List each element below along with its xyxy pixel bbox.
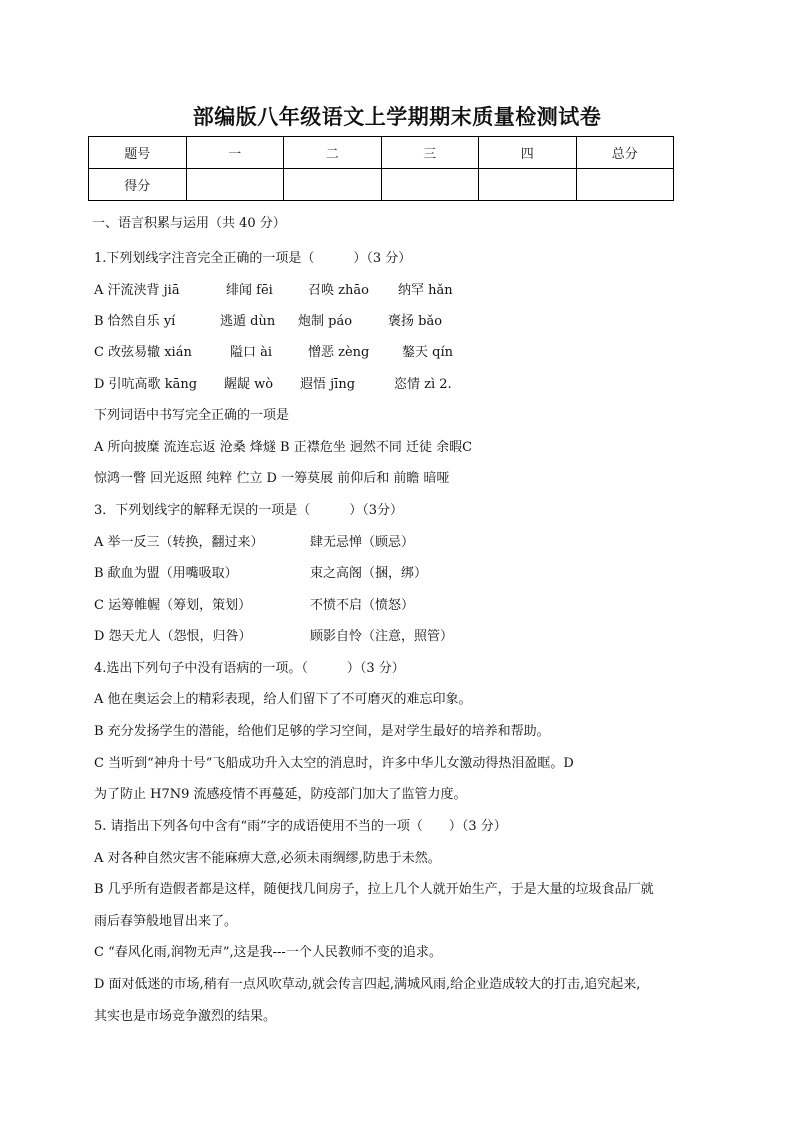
option-item: D 怨天尤人（怨恨，归咎） — [94, 629, 252, 644]
score-cell — [381, 169, 479, 201]
score-header-cell: 题号 — [89, 137, 187, 169]
question-2-line-2: 惊鸿一瞥 回光返照 纯粹 伫立 D 一筹莫展 前仰后和 前瞻 暗哑 — [94, 471, 450, 486]
option-item: 褒扬 bǎo — [388, 314, 443, 329]
option-item: B 歃血为盟（用嘴吸取） — [94, 566, 238, 581]
question-4-option-d: 为了防止 H7N9 流感疫情不再蔓延，防疫部门加大了监管力度。 — [94, 787, 467, 802]
score-table-header-row — [89, 137, 674, 169]
option-item: 顾影自怜（注意，照管） — [310, 629, 454, 644]
question-4-option-b: B 充分发扬学生的潜能，给他们足够的学习空间，是对学生最好的培养和帮助。 — [94, 724, 550, 739]
option-item: 隘口 ài — [230, 345, 273, 360]
question-3-option-a — [94, 534, 414, 552]
score-row-label: 得分 — [89, 169, 187, 201]
option-item: 纳罕 hǎn — [398, 283, 453, 298]
option-item: 遐悟 jīng — [300, 377, 356, 392]
page-title: 部编版八年级语文上学期期末质量检测试卷 — [192, 105, 602, 129]
option-item: 束之高阁（捆，绑） — [310, 566, 428, 581]
question-5-option-c: C “春风化雨,润物无声”,这是我---一个人民教师不变的追求。 — [94, 945, 442, 960]
option-item: 绯闻 fēi — [226, 283, 273, 298]
option-item: 逃遁 dùn — [220, 314, 276, 329]
option-item: A 汗流浃背 jiā — [94, 283, 180, 298]
option-item: C 改弦易辙 xián — [94, 345, 192, 360]
question-1-option-b — [94, 313, 442, 331]
question-3-option-d — [94, 628, 453, 646]
score-cell — [479, 169, 577, 201]
question-1-stem: 1.下列划线字注音完全正确的一项是（ ）（3 分） — [94, 251, 412, 266]
question-2-stem: 下列词语中书写完全正确的一项是 — [94, 408, 290, 423]
score-header-cell: 一 — [186, 137, 284, 169]
section-heading: 一、语言积累与运用（共 40 分） — [92, 216, 286, 231]
score-header-cell: 总分 — [576, 137, 674, 169]
question-5-option-b-line-2: 雨后春笋般地冒出来了。 — [94, 914, 238, 929]
question-5-stem: 5. 请指出下列各句中含有“雨”字的成语使用不当的一项（ ）（3 分） — [94, 819, 507, 834]
question-5-option-d-line-1: D 面对低迷的市场,稍有一点风吹草动,就会传言四起,满城风雨,给企业造成较大的打击,追究起来, — [94, 977, 641, 992]
option-item: C 运筹帷幄（筹划，策划） — [94, 598, 252, 613]
question-4-option-a: A 他在奥运会上的精彩表现，给人们留下了不可磨灭的难忘印象。 — [94, 692, 472, 707]
question-3-option-c — [94, 597, 414, 615]
question-5-option-b-line-1: B 几乎所有造假者都是这样，随便找几间房子，拉上几个人就开始生产，于是大量的垃圾食品厂就 — [94, 882, 654, 897]
option-item: D 引吭高歌 kāng — [94, 377, 198, 392]
score-header-cell: 二 — [284, 137, 382, 169]
score-table — [88, 136, 674, 201]
option-item: A 举一反三（转换，翻过来） — [94, 535, 264, 550]
score-cell — [186, 169, 284, 201]
option-item: 恣情 zì 2. — [394, 377, 452, 392]
score-table-score-row — [89, 169, 674, 201]
question-4-option-c: C 当听到“神舟十号”飞船成功升入太空的消息时，许多中华儿女激动得热泪盈眶。D — [94, 756, 574, 771]
question-1-option-a — [94, 282, 453, 300]
option-item: 憎恶 zèng — [308, 345, 370, 360]
option-item: B 恰然自乐 yí — [94, 314, 176, 329]
option-item: 肆无忌惮（顾忌） — [310, 535, 415, 550]
question-3-option-b — [94, 565, 427, 583]
question-4-stem: 4.选出下列句子中没有语病的一项。（ ）（3 分） — [94, 661, 405, 676]
question-3-stem: 3．下列划线字的解释无误的一项是（ ）（3分） — [94, 503, 404, 518]
option-item: 召唤 zhāo — [308, 283, 369, 298]
score-cell — [576, 169, 674, 201]
option-item: 不愤不启（愤怒） — [310, 598, 415, 613]
question-2-line-1: A 所向披糜 流连忘返 沧桑 烽燧 B 正襟危坐 迥然不同 迁徒 余暇C — [94, 440, 473, 455]
option-item: 炮制 páo — [298, 314, 353, 329]
option-item: 龌龊 wò — [224, 377, 274, 392]
option-item: 鏊天 qín — [402, 345, 453, 360]
question-1-option-d — [94, 376, 452, 394]
score-cell — [284, 169, 382, 201]
question-5-option-a: A 对各种自然灾害不能麻痹大意,必须未雨绸缪,防患于未然。 — [94, 851, 441, 866]
score-header-cell: 四 — [479, 137, 577, 169]
question-5-option-d-line-2: 其实也是市场竞争激烈的结果。 — [94, 1009, 277, 1024]
score-header-cell: 三 — [381, 137, 479, 169]
question-1-option-c — [94, 344, 453, 362]
